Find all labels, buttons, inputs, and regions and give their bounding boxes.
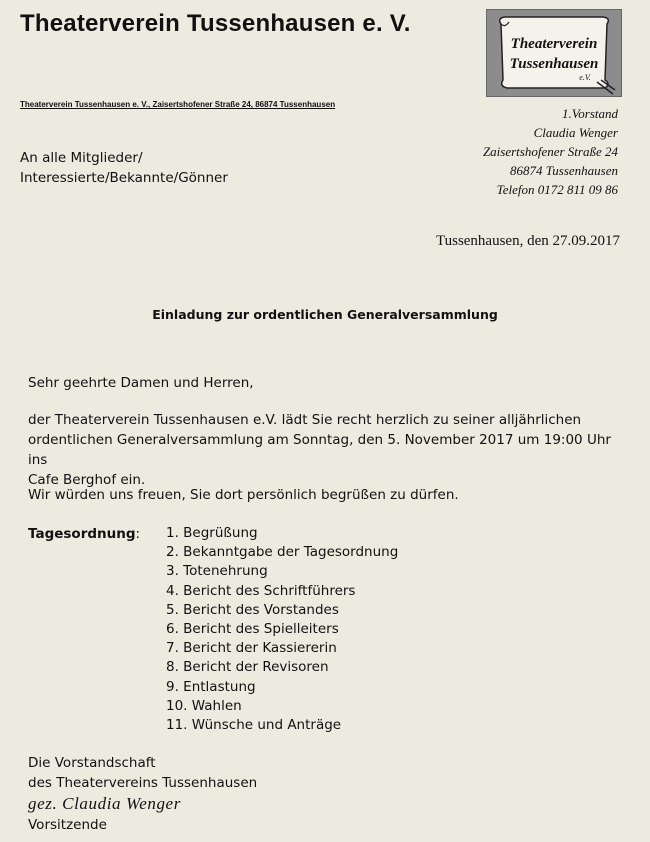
club-logo <box>486 9 622 97</box>
agenda-item: 8. Bericht der Revisoren <box>166 659 329 676</box>
logo-text-line2: Tussenhausen <box>509 56 599 72</box>
agenda-item: 9. Entlastung <box>166 678 256 695</box>
closing-line-2: des Theatervereins Tussenhausen <box>28 775 258 791</box>
body-line-2: ordentlichen Generalversammlung am Sonntag, den 5. November 2017 um 19:00 Uhr ins <box>28 432 611 468</box>
closing-block <box>28 753 257 835</box>
closing-role: Vorsitzende <box>28 817 107 833</box>
agenda-item: 1. Begrüßung <box>166 525 258 541</box>
sender-address-line: Theaterverein Tussenhausen e. V., Zaisertshofener Straße 24, 86874 Tussenhausen <box>20 100 336 109</box>
agenda-item: 7. Bericht der Kassiererin <box>166 640 337 657</box>
greeting: Sehr geehrte Damen und Herren, <box>28 375 254 391</box>
letter-subject: Einladung zur ordentlichen Generalversammlung <box>152 307 498 322</box>
signature: gez. Claudia Wenger <box>28 794 181 813</box>
agenda-label <box>28 524 140 544</box>
agenda-item: 2. Bekanntgabe der Tagesordnung <box>166 544 399 561</box>
logo-text-line1: Theaterverein <box>510 36 598 52</box>
agenda-item: 11. Wünsche und Anträge <box>166 717 342 734</box>
recipient-block <box>20 148 228 188</box>
contact-role: 1.Vorstand <box>562 106 618 121</box>
agenda-item: 5. Bericht des Vorstandes <box>166 601 339 618</box>
contact-street: Zaisertshofener Straße 24 <box>482 144 618 159</box>
closing-line-1: Die Vorstandschaft <box>28 755 156 771</box>
agenda-label-colon: : <box>135 526 141 542</box>
agenda-item: 4. Bericht des Schriftführers <box>166 582 356 599</box>
contact-block <box>483 104 618 199</box>
body-line-3: Cafe Berghof ein. <box>28 472 146 488</box>
recipient-line-1: An alle Mitglieder/ <box>20 150 143 166</box>
letter-date: Tussenhausen, den 27.09.2017 <box>435 233 620 249</box>
scroll-logo-graphic <box>487 10 621 96</box>
contact-city: 86874 Tussenhausen <box>510 163 618 178</box>
agenda-item: 10. Wahlen <box>166 697 242 714</box>
logo-text-line3: e.V. <box>579 73 591 82</box>
contact-name: Claudia Wenger <box>533 125 618 140</box>
body-line-1: der Theaterverein Tussenhausen e.V. lädt Sie recht herzlich zu seiner alljährlichen <box>28 412 582 428</box>
agenda-item: 6. Bericht des Spielleiters <box>166 621 339 638</box>
letterhead-title: Theaterverein Tussenhausen e. V. <box>20 10 411 37</box>
agenda-list <box>166 524 398 735</box>
agenda-label-text: Tagesordnung <box>28 526 136 542</box>
contact-phone: Telefon 0172 811 09 86 <box>496 182 618 197</box>
body-paragraph <box>28 410 628 490</box>
body-paragraph-2: Wir würden uns freuen, Sie dort persönlich begrüßen zu dürfen. <box>28 487 459 503</box>
agenda-item: 3. Totenehrung <box>166 563 268 580</box>
recipient-line-2: Interessierte/Bekannte/Gönner <box>20 170 228 186</box>
